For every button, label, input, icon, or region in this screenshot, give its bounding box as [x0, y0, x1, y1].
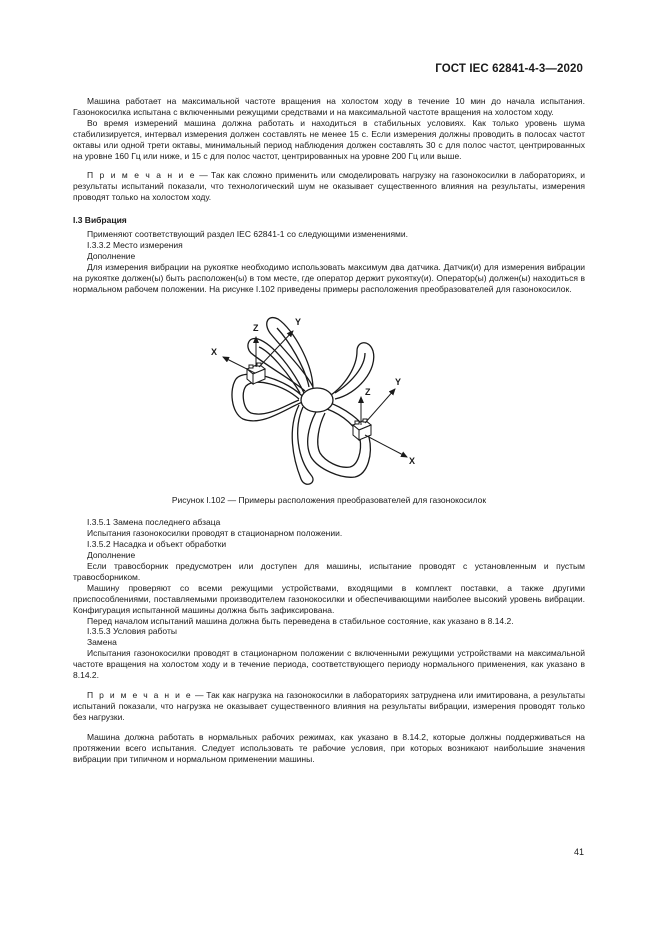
subsection-title: I.3.5.3 Условия работы	[87, 626, 177, 637]
body-text	[73, 96, 585, 764]
label-z-left: Z	[253, 322, 259, 333]
paragraph: Если травосборник предусмотрен или доступен для машины, испытание проводят с установленным и пустым травосборником.	[73, 561, 585, 582]
subsection-title: I.3.3.2 Место измерения	[87, 239, 183, 250]
handle-hub	[301, 388, 333, 412]
section-heading: I.3 Вибрация	[73, 215, 127, 226]
paragraph: Для измерения вибрации на рукоятке необходимо использовать максимум два датчика. Датчик(и) для измерения вибрации на рукоятке должен(ы) быть расположен(ы) в том месте, где оператор держит рукоятку(и). Оператор(ы) должен(ы) находиться в нормальном рабочем положении. На рисунке I.102 приведены примеры расположения преобразователей для газонокосилок.	[73, 261, 585, 294]
note-label: П р и м е ч а н и е	[87, 690, 193, 700]
paragraph: Машина работает на максимальной частоте вращения на холостом ходу в течение 10 мин до начала испытания. Газонокосилка испытана с включенными режущими средствами и на максимальной частоте вращения на холостом ходу.	[73, 96, 585, 117]
label-y-left: Y	[295, 316, 302, 327]
handle-right-inner	[318, 409, 361, 467]
figure-caption: Рисунок I.102 — Примеры расположения преобразователей для газонокосилок	[171, 494, 487, 505]
paragraph: Машину проверяют со всеми режущими устройствами, входящими в комплект поставки, а также другими приспособлениями, поставляемыми производителем газонокосилки и обеспечивающими наиболее высокий уровень вибрации. Конфигурация испытанной машины должна быть зафиксирована.	[73, 582, 585, 615]
label-y-right: Y	[395, 376, 402, 387]
note	[73, 690, 585, 723]
note-label: П р и м е ч а н и е	[87, 170, 197, 181]
note-text: — Так как нагрузка на газонокосилки в лабораториях затруднена или имитирована, а результаты испытаний показали, что нагрузка не оказывает существенного влияния на результаты вибрации, измерения проводят только без нагрузки.	[73, 690, 585, 722]
standard-header: ГОСТ IEC 62841-4-3—2020	[435, 63, 583, 75]
note	[73, 170, 585, 203]
paragraph: Дополнение	[87, 250, 136, 261]
figure-transducer-positions	[73, 309, 585, 491]
subsection-title: I.3.5.1 Замена последнего абзаца	[87, 517, 221, 528]
label-z-right: Z	[365, 386, 371, 397]
page-number: 41	[574, 847, 585, 857]
paragraph: Применяют соответствующий раздел IEC 62841-1 со следующими изменениями.	[87, 229, 408, 240]
label-x-left: X	[211, 346, 218, 357]
paragraph: Испытания газонокосилки проводят в стационарном положении с включенными режущими устройствами на максимальной частоте вращения на холостом ходу и в течение периода, соответствующего периоду нормального применения, как указано в 8.14.2.	[73, 648, 585, 681]
paragraph: Перед началом испытаний машина должна быть переведена в стабильное состояние, как указано в 8.14.2.	[87, 615, 514, 626]
paragraph: Во время измерений машина должна работать и находиться в стабильных условиях. Как только уровень шума стабилизируется, интервал измерения должен составлять не менее 15 с. Если измерения должны проводить в полосах частот октавы или одной трети октавы, минимальный период наблюдения должен составлять 30 с для полос частот, центрированных на уровне 160 Гц или ниже, и 15 с для полос частот, центрированных на уровне 200 Гц или выше.	[73, 117, 585, 161]
paragraph: Замена	[87, 637, 117, 648]
subsection-title: I.3.5.2 Насадка и объект обработки	[87, 539, 227, 550]
handle-diagram	[73, 309, 585, 491]
paragraph: Испытания газонокосилки проводят в стационарном положении.	[87, 528, 343, 539]
axis-x-right	[365, 435, 407, 457]
paragraph: Машина должна работать в нормальных рабочих режимах, как указано в 8.14.2, которые должны поддерживаться на протяжении всего испытания. Следует использовать те рабочие условия, при которых возникают наибольшие значения вибрации при типичном и нормальном применении машины.	[73, 731, 585, 764]
handle-bottom-outer	[292, 405, 313, 484]
label-x-right: X	[409, 455, 416, 466]
note-text: — Так как сложно применить или смоделировать нагрузку на газонокосилки в лабораториях, и результаты испытаний показали, что технологический шум не оказывает существенного влияния на результаты, измерения проводят только на холостом ходу.	[73, 170, 585, 203]
paragraph: Дополнение	[87, 550, 136, 561]
